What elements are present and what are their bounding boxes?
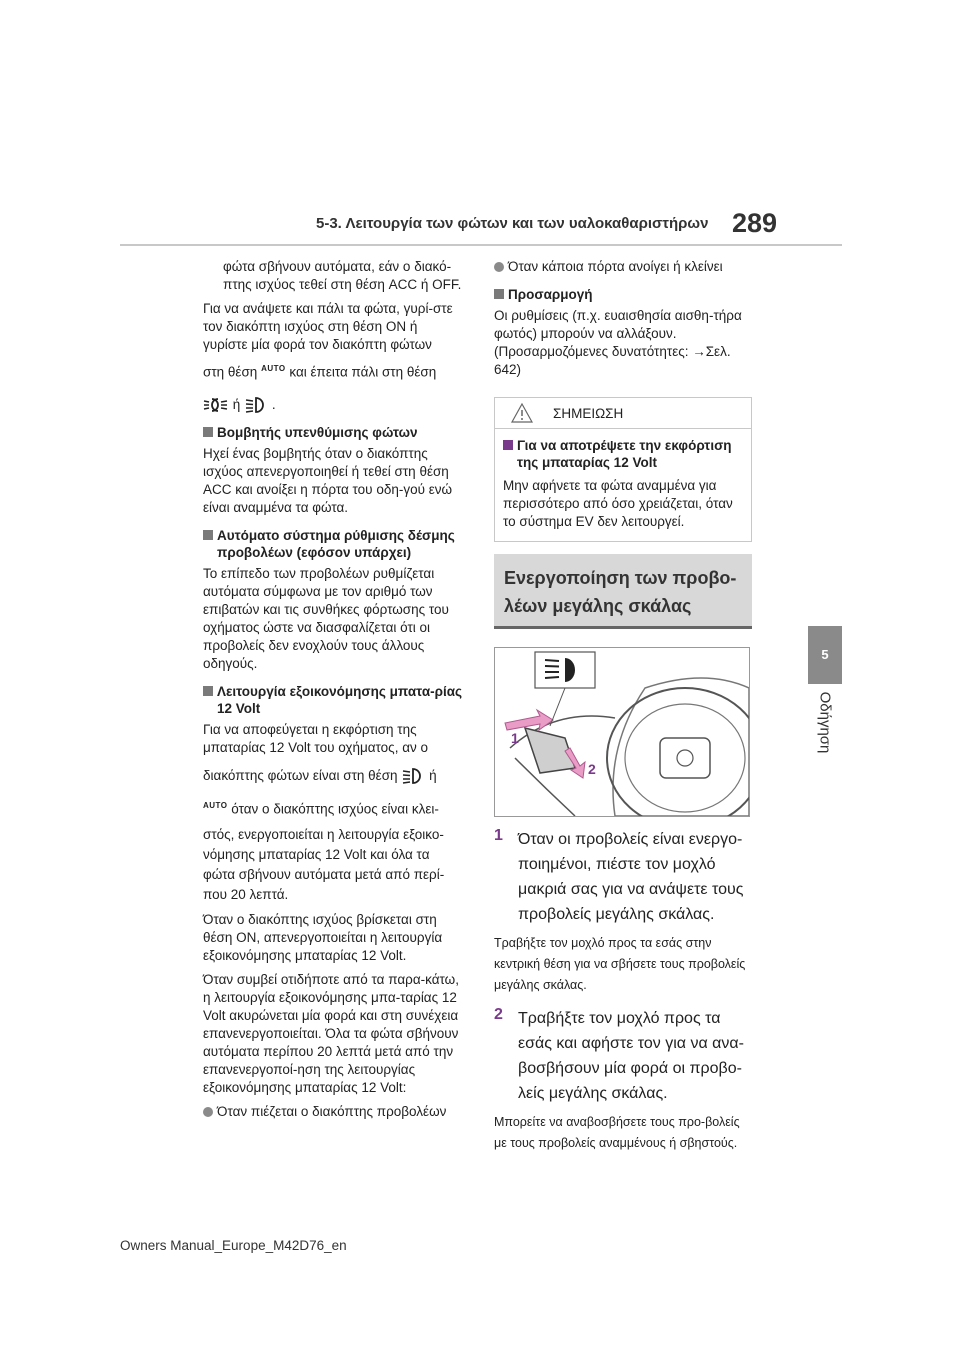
header-divider <box>120 244 842 246</box>
paragraph <box>203 396 465 414</box>
paragraph: Όταν ο διακόπτης ισχύος βρίσκεται στη θέση ON, απενεργοποιείται η λειτουργία εξοικονόμησης μπαταρίας 12 Volt. <box>203 911 443 963</box>
step-1 <box>494 827 752 927</box>
paragraph: Για να αποφεύγεται η εκφόρτιση της μπαταρίας 12 Volt του οχήματος, αν ο <box>203 721 429 755</box>
figure-label-2: 2 <box>588 761 596 777</box>
subheading: Βομβητής υπενθύμισης φώτων <box>203 424 465 441</box>
step-note: Τραβήξτε τον μοχλό προς τα εσάς στην κεντρική θέση για να σβήσετε τους προβολείς μεγάλης σκάλας. <box>494 936 746 992</box>
subheading: Λειτουργία εξοικονόμησης μπατα-ρίας 12 Volt <box>203 683 465 717</box>
bullet-item: Όταν κάποια πόρτα ανοίγει ή κλείνει <box>494 258 752 276</box>
paragraph <box>203 360 465 382</box>
paragraph: Όταν συμβεί οτιδήποτε από τα παρα-κάτω, η λειτουργία εξοικονόμησης μπα-ταρίας 12 Volt ακυρώνεται μία φορά και στη συνέχεια επανενεργοποιείται. Όλα τα φώτα σβήνουν αυτόματα περίπου 20 λεπτά μετά από την επανενεργοποί-ηση της λειτουργίας εξοικονόμησης μπαταρίας 12 Volt: <box>203 971 459 1095</box>
right-column <box>494 258 752 1154</box>
text-fragment: ή <box>429 767 437 783</box>
text-fragment: και έπειτα πάλι στη θέση <box>289 364 437 380</box>
bullet-item: Όταν πιέζεται ο διακόπτης προβολέων <box>203 1103 465 1121</box>
note-box <box>494 397 752 542</box>
section-header-title: 5-3. Λειτουργία των φώτων και των υαλοκαθαριστήρων <box>316 215 709 232</box>
text-fragment: διακόπτης φώτων είναι στη θέση <box>203 767 398 783</box>
headlights-icon <box>401 767 425 785</box>
paragraph <box>203 797 465 819</box>
section-title: Ενεργοποίηση των προβο-λέων μεγάλης σκάλας <box>494 554 752 629</box>
step-text: Όταν οι προβολείς είναι ενεργο-ποιημένοι, πιέστε τον μοχλό μακριά σας για να ανάψετε τους προβολείς μεγάλης σκάλας. <box>518 831 744 923</box>
figure-label-1: 1 <box>511 730 519 746</box>
paragraph <box>203 767 465 785</box>
text-fragment: ή <box>232 396 241 412</box>
step-2 <box>494 1006 752 1106</box>
note-text: Μην αφήνετε τα φώτα αναμμένα για περισσότερο από όσο χρειάζεται, όταν το σύστημα EV δεν λειτουργεί. <box>503 478 733 529</box>
subheading: Προσαρμογή <box>494 286 752 303</box>
warning-triangle-icon <box>511 403 533 423</box>
auto-icon: AUTO <box>203 801 228 811</box>
high-beam-illustration <box>494 647 750 817</box>
paragraph: Για να ανάψετε και πάλι τα φώτα, γυρί-στε τον διακόπτη ισχύος στη θέση ON ή γυρίστε μία φορά τον διακόπτη φώτων <box>203 301 453 352</box>
paragraph: Ηχεί ένας βομβητής όταν ο διακόπτης ισχύος απενεργοποιηθεί ή τεθεί στη θέση ACC και ανοίξει η πόρτα του οδη-γού ενώ είναι αναμμένα τα φώτα. <box>203 445 453 515</box>
chapter-label-text: Οδήγηση <box>816 691 834 753</box>
paragraph: φώτα σβήνουν αυτόματα, εάν ο διακό-πτης ισχύος τεθεί στη θέση ACC ή OFF. <box>223 259 462 292</box>
paragraph: Το επίπεδο των προβολέων ρυθμίζεται αυτόματα σύμφωνα με τον αριθμό των επιβατών και τις συνθήκες φόρτωσης του οχήματος ώστε να διασφαλίζεται ότι οι προβολείς δεν ενοχλούν τους άλλους οδηγούς. <box>203 565 449 671</box>
step-number: 1 <box>494 827 503 844</box>
text-fragment: όταν ο διακόπτης ισχύος είναι κλει- <box>231 801 439 817</box>
note-label: ΣΗΜΕΙΩΣΗ <box>553 405 624 421</box>
paragraph: στός, ενεργοποιείται η λειτουργία εξοικο-νόμησης μπαταρίας 12 Volt και όλα τα φώτα σβήνουν αυτόματα μετά από περί-που 20 λεπτά. <box>203 826 445 902</box>
auto-icon: AUTO <box>261 364 286 373</box>
lever-illustration <box>495 648 749 816</box>
page-number: 289 <box>732 208 778 238</box>
text-fragment: . <box>271 396 276 412</box>
parking-lights-icon <box>203 397 229 413</box>
paragraph: Οι ρυθμίσεις (π.χ. ευαισθησία αισθη-τήρα φωτός) μπορούν να αλλάξουν. (Προσαρμοζόμενες δυνατότητες: →Σελ. 642) <box>494 308 742 377</box>
left-column <box>203 258 465 1121</box>
step-number: 2 <box>494 1006 503 1023</box>
chapter-tab-number: 5 <box>808 626 842 684</box>
chapter-tab-label <box>790 692 860 752</box>
step-note: Μπορείτε να αναβοσβήσετε τους προ-βολείς με τους προβολείς αναμμένους ή σβηστούς. <box>494 1115 740 1150</box>
note-header <box>495 398 751 429</box>
subheading: Αυτόματο σύστημα ρύθμισης δέσμης προβολέων (εφόσον υπάρχει) <box>203 527 465 561</box>
text-fragment: στη θέση <box>203 364 258 380</box>
step-text: Τραβήξτε τον μοχλό προς τα εσάς και αφήστε τον για να ανα-βοσβήσουν μία φορά οι προβο-λείς μεγάλης σκάλας. <box>518 1010 744 1102</box>
note-subheading: Για να αποτρέψετε την εκφόρτιση της μπαταρίας 12 Volt <box>503 437 743 471</box>
headlights-icon <box>244 396 268 414</box>
footer-manual-id: Owners Manual_Europe_M42D76_en <box>120 1238 347 1253</box>
note-body <box>495 429 751 541</box>
